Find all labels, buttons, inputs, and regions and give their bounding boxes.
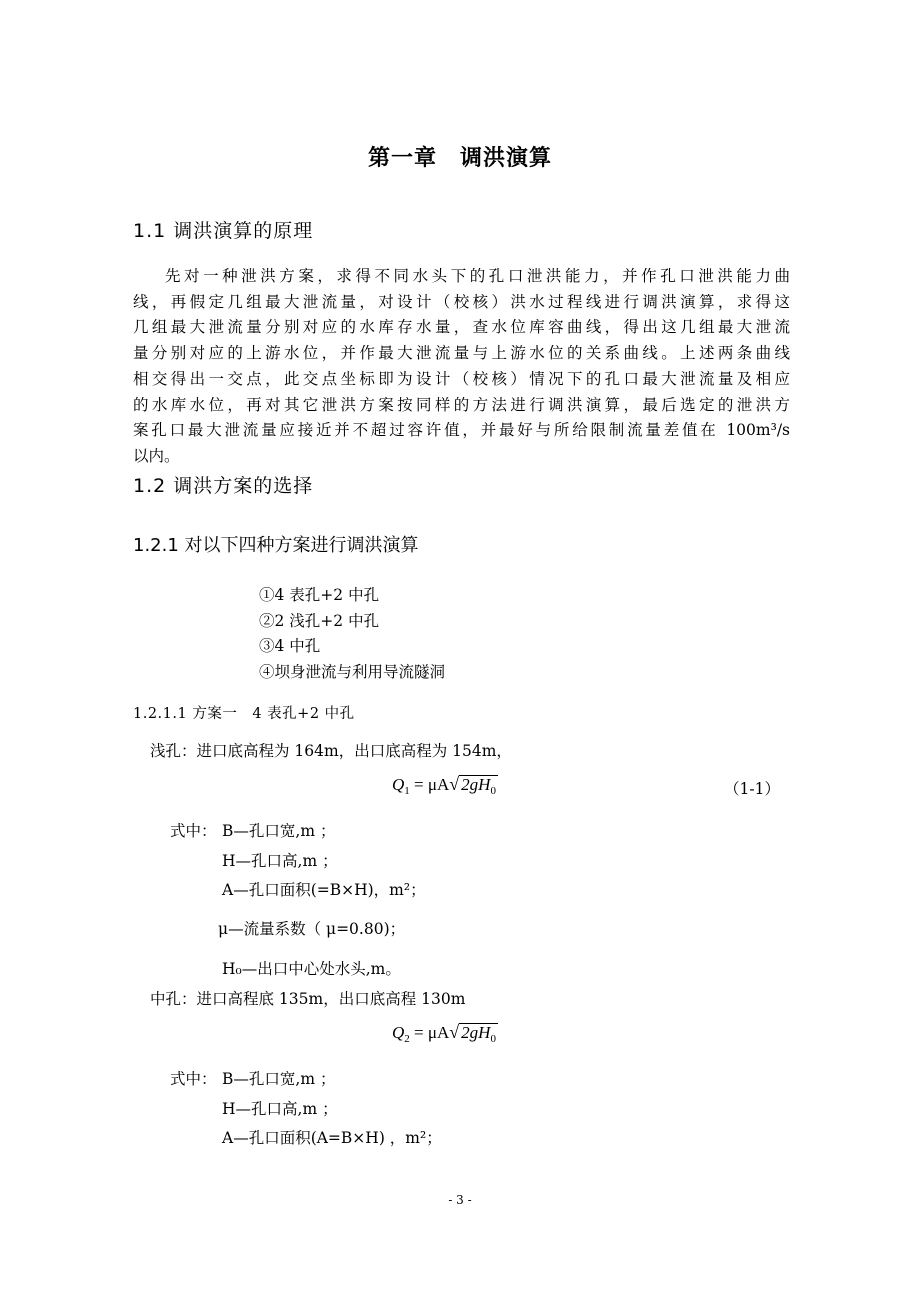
formula-sqrt-sub: 0 (490, 785, 496, 797)
option-item: ②2 浅孔+2 中孔 (259, 612, 380, 630)
paragraph-line: 线，再假定几组最大泄流量，对设计（校核）洪水过程线进行调洪演算，求得这 (133, 292, 790, 311)
middle-hole-intro: 中孔：进口高程底 135m，出口底高程 130m (150, 990, 466, 1008)
formula-sqrt-sub: 0 (490, 1033, 496, 1045)
formula-q2 (392, 1022, 498, 1048)
formula-lhs-sub: 1 (404, 785, 410, 797)
page-number: - 3 - (448, 1193, 472, 1207)
formula-sqrt: 2gH (461, 1023, 491, 1042)
formula-lhs: Q (392, 775, 405, 794)
definition-item: A—孔口面积(A=B×H) ，m²； (222, 1129, 442, 1147)
definition-item: H—孔口高,m ； (222, 1100, 338, 1118)
paragraph-line: 案孔口最大泄流量应接近并不超过容许值，并最好与所给限制流量差值在 100m³/s (133, 421, 790, 440)
chapter-title: 第一章 调洪演算 (367, 146, 552, 171)
definition-item: μ—流量系数（ μ=0.80)； (218, 920, 406, 938)
shallow-hole-intro: 浅孔：进口底高程为 164m，出口底高程为 154m， (150, 742, 512, 760)
definition-item: B—孔口宽,m ； (222, 1070, 336, 1088)
formula-lhs-sub: 2 (404, 1033, 410, 1045)
section-1-2-1-heading: 1.2.1 对以下四种方案进行调洪演算 (133, 535, 419, 556)
section-1-1-heading: 1.1 调洪演算的原理 (133, 220, 314, 242)
option-item: ①4 表孔+2 中孔 (259, 586, 380, 604)
paragraph-line: 相交得出一交点，此交点坐标即为设计（校核）情况下的孔口最大泄流量及相应 (133, 369, 790, 388)
where-label: 式中： (170, 822, 217, 840)
option-item: ④坝身泄流与利用导流隧洞 (259, 663, 446, 681)
definition-item: H₀—出口中心处水头,m。 (222, 960, 401, 978)
paragraph-line: 以内。 (133, 446, 180, 465)
formula-sqrt-body (459, 775, 498, 800)
formula-rhs: = μA (414, 1023, 450, 1042)
section-1-2-heading: 1.2 调洪方案的选择 (133, 475, 314, 497)
where-label: 式中： (170, 1070, 217, 1088)
section-1-1-paragraph (133, 264, 790, 470)
paragraph-line: 的水库水位，再对其它泄洪方案按同样的方法进行调洪演算，最后选定的泄洪方 (133, 395, 790, 414)
definition-item: B—孔口宽,m ； (222, 822, 336, 840)
formula-rhs: = μA (414, 775, 450, 794)
formula-sqrt: 2gH (461, 775, 491, 794)
sqrt-icon: √ (449, 1022, 460, 1042)
sqrt-icon: √ (449, 774, 460, 794)
formula-sqrt-body (459, 1023, 498, 1048)
definition-item: H—孔口高,m ； (222, 852, 338, 870)
formula-q1 (392, 774, 498, 800)
definition-item: A—孔口面积(=B×H)，m²； (222, 881, 426, 899)
paragraph-line: 几组最大泄流量分别对应的水库存水量，查水位库容曲线，得出这几组最大泄流 (133, 318, 790, 337)
formula-lhs: Q (392, 1023, 405, 1042)
section-1-2-1-1-heading: 1.2.1.1 方案一 4 表孔+2 中孔 (133, 706, 355, 722)
equation-number: （1-1） (724, 780, 780, 798)
paragraph-line: 先对一种泄洪方案，求得不同水头下的孔口泄洪能力，并作孔口泄洪能力曲 (165, 267, 790, 285)
option-item: ③4 中孔 (259, 637, 321, 655)
paragraph-line: 量分别对应的上游水位，并作最大泄流量与上游水位的关系曲线。上述两条曲线 (133, 344, 790, 363)
